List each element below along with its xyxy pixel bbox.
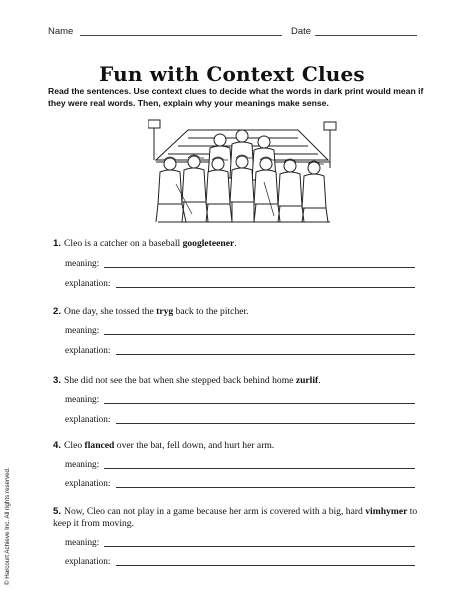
question-1-text-after: . — [234, 238, 237, 249]
question-5-meaning-label: meaning: — [65, 537, 100, 547]
question-3-nonsense-word: zurlif — [295, 375, 319, 386]
question-2-meaning-label: meaning: — [65, 325, 100, 335]
question-3-number: 3. — [53, 375, 62, 386]
question-1-meaning-label: meaning: — [65, 258, 100, 268]
question-3-explanation-label: explanation: — [65, 414, 111, 424]
question-5-number: 5. — [53, 506, 62, 517]
question-4-explanation-line[interactable] — [116, 487, 415, 488]
date-field[interactable] — [315, 35, 417, 36]
name-label: Name — [48, 26, 74, 37]
question-5-meaning-line[interactable] — [104, 546, 415, 547]
question-4-text-after: over the bat, fell down, and hurt her arm. — [114, 440, 275, 451]
question-1-number: 1. — [53, 238, 62, 249]
question-2-nonsense-word: tryg — [156, 306, 174, 317]
question-4-nonsense-word: flanced — [84, 440, 115, 451]
name-field[interactable] — [80, 35, 282, 36]
question-2 — [53, 306, 249, 318]
question-2-explanation-label: explanation: — [65, 345, 111, 355]
question-4-meaning-line[interactable] — [104, 468, 415, 469]
question-4 — [53, 440, 274, 452]
worksheet-title: Fun with Context Clues — [99, 62, 365, 86]
question-5-text-after: to keep it from moving. — [53, 506, 418, 529]
question-2-meaning-line[interactable] — [104, 334, 415, 335]
question-2-text-before: One day, she tossed the — [64, 306, 157, 317]
question-3 — [53, 375, 321, 387]
question-1-explanation-label: explanation: — [65, 278, 111, 288]
question-5-explanation-line[interactable] — [116, 565, 415, 566]
question-1 — [53, 238, 237, 250]
question-5-explanation-label: explanation: — [65, 556, 111, 566]
baseball-team-illustration — [148, 118, 338, 228]
question-3-explanation-line[interactable] — [116, 423, 415, 424]
instructions: Read the sentences. Use context clues to decide what the words in dark print would mean if they were real words. Then, explain why your meanings make sense. — [48, 86, 424, 108]
date-label: Date — [291, 26, 312, 37]
question-2-number: 2. — [53, 306, 62, 317]
copyright-notice: © Harcourt Achieve Inc. All rights reserved. — [4, 467, 11, 585]
question-4-text-before: Cleo — [64, 440, 85, 451]
question-3-meaning-line[interactable] — [104, 403, 415, 404]
question-3-text-after: . — [318, 375, 321, 386]
question-1-meaning-line[interactable] — [104, 267, 415, 268]
question-5-text-before: Now, Cleo can not play in a game because her arm is covered with a big, hard — [64, 506, 366, 517]
question-5 — [53, 506, 423, 530]
question-4-explanation-label: explanation: — [65, 478, 111, 488]
question-2-explanation-line[interactable] — [116, 354, 415, 355]
question-3-meaning-label: meaning: — [65, 394, 100, 404]
question-5-nonsense-word: vimhymer — [365, 506, 408, 517]
question-4-meaning-label: meaning: — [65, 459, 100, 469]
question-4-number: 4. — [53, 440, 62, 451]
question-1-nonsense-word: googleteener — [182, 238, 235, 249]
question-2-text-after: back to the pitcher. — [173, 306, 249, 317]
question-1-text-before: Cleo is a catcher on a baseball — [64, 238, 183, 249]
question-3-text-before: She did not see the bat when she stepped back behind home — [64, 375, 296, 386]
question-1-explanation-line[interactable] — [116, 287, 415, 288]
